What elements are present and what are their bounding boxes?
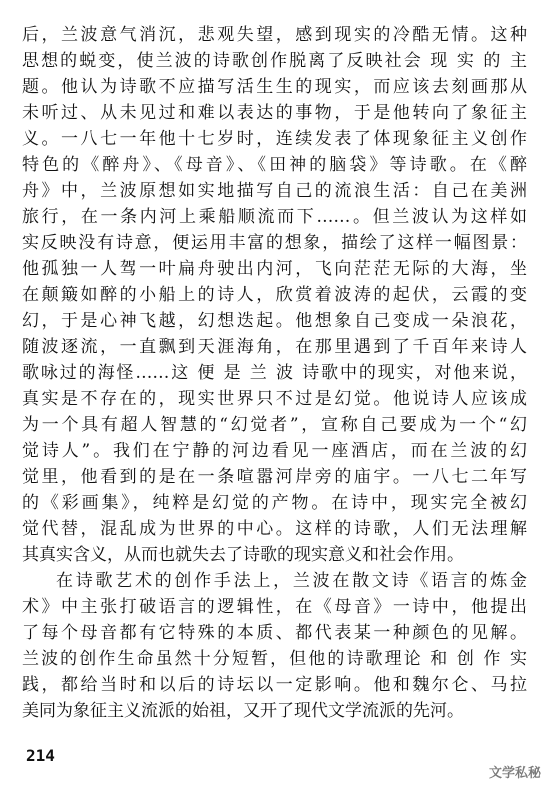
text-line: 舟》中，兰波原想如实地描写自己的流浪生活：自己在美洲 (22, 181, 527, 201)
text-line: 特色的《醉舟》、《母音》、《田神的脑袋》等诗歌。在《醉 (22, 155, 527, 175)
text-line: 觉里，他看到的是在一条喧嚣河岸旁的庙宇。一八七二年写 (22, 467, 527, 487)
text-line: 觉代替，混乱成为世界的中心。这样的诗歌，人们无法理解 (22, 519, 527, 539)
text-line: 真实是不存在的，现实世界只不过是幻觉。他说诗人应该成 (22, 389, 527, 409)
text-line: 在颠簸如醉的小船上的诗人，欣赏着波涛的起伏，云霞的变 (22, 285, 527, 305)
text-line: 在诗歌艺术的创作手法上，兰波在散文诗《语言的炼金 (56, 571, 527, 591)
text-line: 美同为象征主义流派的始祖，又开了现代文学流派的先河。 (22, 701, 464, 721)
text-line: 幻，于是心神飞越，幻想迭起。他想象自己变成一朵浪花， (22, 311, 527, 331)
text-line: 他孤独一人驾一叶扁舟驶出内河，飞向茫茫无际的大海，坐 (22, 259, 527, 279)
watermark: 文学私秘 (488, 766, 541, 781)
text-line: 为一个具有超人智慧的“幻觉者”，宣称自己要成为一个“幻 (22, 415, 527, 435)
text-line: 术》中主张打破语言的逻辑性，在《母音》一诗中，他提出 (22, 597, 527, 617)
text-line: 思想的蜕变，使兰波的诗歌创作脱离了反映社会 现 实 的 主 (22, 51, 527, 71)
text-line: 了每个母音都有它特殊的本质、都代表某一种颜色的见解。 (22, 623, 527, 643)
text-line: 践，都给当时和以后的诗坛以一定影响。他和魏尔仑、马拉 (22, 675, 527, 695)
text-line: 的《彩画集》，纯粹是幻觉的产物。在诗中，现实完全被幻 (22, 493, 527, 513)
text-line: 题。他认为诗歌不应描写活生生的现实，而应该去刻画那从 (22, 77, 527, 97)
page-number: 214 (26, 746, 55, 765)
text-line: 义。一八七一年他十七岁时，连续发表了体现象征主义创作 (22, 129, 527, 149)
text-line: 实反映没有诗意，便运用丰富的想象，描绘了这样一幅图景： (22, 233, 527, 253)
text-line: 觉诗人”。我们在宁静的河边看见一座酒店，而在兰波的幻 (22, 441, 527, 461)
text-line: 随波逐流，一直飘到天涯海角，在那里遇到了千百年来诗人 (22, 337, 527, 357)
text-line: 未听过、从未见过和难以表达的事物，于是他转向了象征主 (22, 103, 527, 123)
text-line: 后，兰波意气消沉，悲观失望，感到现实的冷酷无情。这种 (22, 25, 527, 45)
text-line: 旅行，在一条内河上乘船顺流而下……。但兰波认为这样如 (22, 207, 527, 227)
text-line: 其真实含义，从而也就失去了诗歌的现实意义和社会作用。 (22, 545, 464, 565)
text-line: 兰波的创作生命虽然十分短暂，但他的诗歌理论 和 创 作 实 (22, 649, 527, 669)
text-line: 歌咏过的海怪……这 便 是 兰 波 诗歌中的现实，对他来说， (22, 363, 527, 383)
